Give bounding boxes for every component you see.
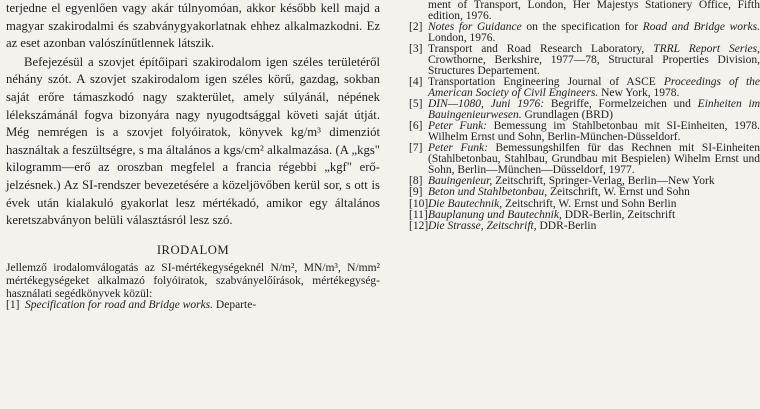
reference-item bbox=[409, 22, 760, 44]
reference-italic: Die Strasse, Zeitschrift, bbox=[428, 220, 537, 233]
reference-item bbox=[409, 44, 760, 77]
reference-item bbox=[409, 121, 760, 143]
reference-number: [10] bbox=[409, 197, 429, 210]
reference-text: Departe- bbox=[215, 299, 257, 312]
reference-item bbox=[409, 143, 760, 176]
reference-italic: Proceedings of the American Society of Civil Engineers. bbox=[428, 75, 760, 99]
reference-text: Crowthorne, Berkshire, 1977—78, Structural Properties Division, Structures Departement. bbox=[428, 53, 760, 77]
references-intro: Jellemző irodalomválogatás az SI-mértékegységeknél N/m², MN/m³, N/mm² mértékegységeket alkalmazó folyóiratok, szabványelőírások, mértékegység-használati segédkönyvek közül: bbox=[6, 261, 380, 300]
reference-italic: DIN—1080, Juni 1976: bbox=[428, 98, 545, 111]
reference-text: Bemessung im Stahlbetonbau mit SI-Einheiten, 1978. Wilhelm Ernst und Sohn, Berlin-München-Düsseldorf. bbox=[428, 120, 760, 144]
reference-italic: Bauplanung und Bautechnik, bbox=[428, 208, 562, 221]
reference-text: Zeitschrift, W. Ernst und Sohn bbox=[547, 186, 690, 199]
reference-text: Transport and Road Research Laboratory, bbox=[428, 42, 654, 55]
reference-text: New York, 1978. bbox=[598, 86, 680, 99]
reference-number: [8] bbox=[409, 175, 423, 188]
reference-number: [12] bbox=[409, 220, 429, 233]
reference-number: [7] bbox=[409, 142, 423, 155]
reference-text: Bemessungshilfen für das Rechnen mit SI-Einheiten (Stahlbetonbau, Stahlbau, Grundbau mit Bespielen) Wihelm Ernst und Sohn, Berlin—München—Düsseldorf, 1977. bbox=[428, 142, 760, 177]
reference-text: DDR-Berlin, Zeitschrift bbox=[561, 208, 676, 221]
reference-text: on the specification for bbox=[521, 20, 643, 33]
right-column bbox=[409, 0, 760, 232]
reference-item bbox=[409, 99, 760, 121]
reference-italic: Bauingenieur, bbox=[428, 175, 493, 188]
reference-number: [9] bbox=[409, 186, 423, 199]
reference-italic: TRRL Report Series, bbox=[653, 42, 760, 55]
reference-italic: Die Bautechnik, bbox=[428, 197, 503, 210]
reference-italic: Einheiten im Bauingenieurwesen. bbox=[428, 98, 760, 121]
reference-number: [3] bbox=[409, 42, 423, 55]
reference-text: Grundlagen (BRD) bbox=[521, 108, 613, 121]
section-heading: IRODALOM bbox=[156, 242, 230, 257]
reference-text: DDR-Berlin bbox=[536, 220, 597, 233]
reference-text: Zeitschrift, Springer-Verlag, Berlin—New York bbox=[492, 175, 715, 188]
reference-number: [6] bbox=[409, 120, 423, 133]
reference-number: [4] bbox=[409, 75, 423, 88]
reference-text: London, 1976. bbox=[428, 31, 496, 44]
reference-italic: Notes for Guidance bbox=[428, 20, 522, 33]
reference-continuation: ment of Transport, London, Her Majestys Stationery Office, Fifth edition, 1976. bbox=[428, 0, 760, 22]
reference-number: [11] bbox=[409, 208, 428, 221]
reference-italic: Road and Bridge works. bbox=[642, 20, 760, 33]
body-paragraph: Befejezésül a szovjet építőipari szakirodalom igen széles területéről néhány szót. A szovjet szakirodalom igen széles körű, gazdag, sokban saját erőre támaszkodó nagy szakterület, amely súlyánál, népének lélekszámánál fogva bizonyára nagy nyugodtsággal követi saját útját. Még nemrégen is a szovjet folyóiratok, könyvek kg/m³ dimenziót használtak a feszültségre, s ma általános a kgs/cm² alkalmazása. (A „kgs" kilogramm—erő az oroszban megfelel a francia régebbi „kgf" erő-jelzésnek.) Az SI-rendszer bevezetésére a közeljövőben kerül sor, s ott is évek után kialakuló gyakorlat lesz mértékadó, amikor egy általános keretszabványon belüli választásról lesz szó. bbox=[6, 54, 380, 228]
reference-item bbox=[409, 221, 760, 232]
left-column bbox=[6, 0, 380, 311]
reference-text: Transportation Engineering Journal of ASCE bbox=[428, 75, 664, 88]
reference-title: Specification for road and Bridge works. bbox=[25, 299, 214, 312]
reference-text: Begriffe, Formelzeichen und bbox=[544, 98, 698, 111]
reference-number: [2] bbox=[409, 20, 423, 33]
reference-italic: Peter Funk: bbox=[428, 120, 487, 133]
reference-text: Zeitschrift, W. Ernst und Sohn Berlin bbox=[502, 197, 677, 210]
reference-number: [5] bbox=[409, 98, 423, 111]
body-paragraph: terjedne el egyenlően vagy akár túlnyomóan, akkor később kell majd a magyar szakirodalmi és szabványgyakorlatnak ehhez alkalmazkodni. Ez az eset azonban valószínűtlennek látszik. bbox=[6, 1, 380, 51]
reference-item bbox=[6, 300, 380, 311]
reference-number: [1] bbox=[6, 299, 20, 312]
reference-item bbox=[409, 77, 760, 99]
reference-italic: Beton und Stahlbetonbau, bbox=[428, 186, 548, 199]
reference-italic: Peter Funk: bbox=[428, 142, 488, 155]
